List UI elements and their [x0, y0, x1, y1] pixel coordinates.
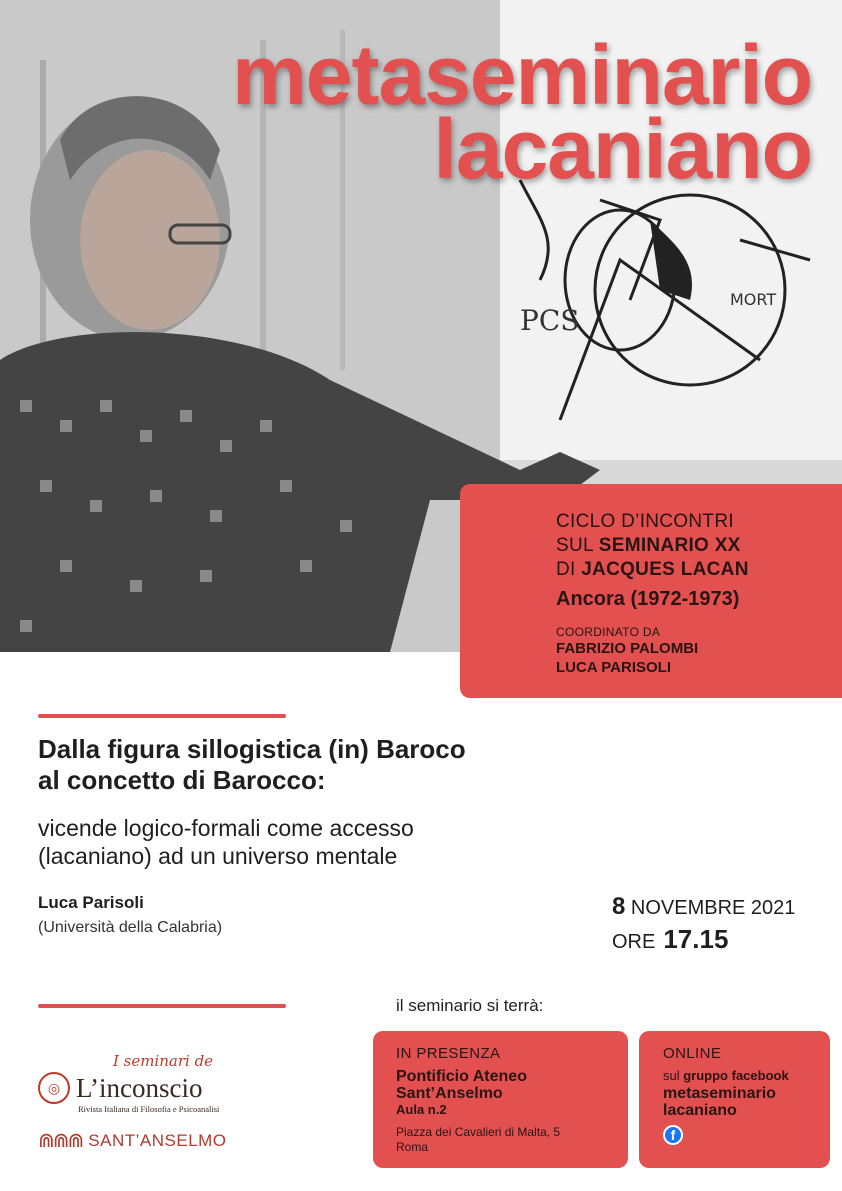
- event-time: ORE 17.15: [612, 924, 729, 954]
- series-title-line1: metaseminario: [232, 28, 812, 122]
- speaker-affiliation: (Università della Calabria): [38, 919, 223, 936]
- online-heading: ONLINE: [663, 1045, 722, 1062]
- facebook-group-link[interactable]: metaseminario lacaniano: [663, 1085, 776, 1119]
- online-card: [639, 1031, 830, 1168]
- svg-text:MORT: MORT: [730, 290, 777, 309]
- event-date: 8 NOVEMBRE 2021: [612, 893, 796, 920]
- series-title: [232, 28, 812, 196]
- linconscio-description: Rivista Italiana di Filosofia e Psicoanalisi: [78, 1104, 220, 1114]
- arches-icon: ⋒⋒⋒: [38, 1130, 83, 1152]
- santanselmo-logo: ⋒⋒⋒ SANT’ANSELMO: [38, 1130, 227, 1152]
- series-title-line2: lacaniano: [433, 102, 812, 196]
- divider-top: [38, 714, 286, 718]
- seminar-line: SUL SEMINARIO XX: [556, 535, 741, 556]
- talk-subtitle: vicende logico-formali come accesso (lacaniano) ad un universo mentale: [38, 815, 414, 869]
- logo-script: I seminari de: [112, 1052, 214, 1070]
- coordinator-1: FABRIZIO PALOMBI: [556, 640, 699, 657]
- venue-address-line2: Roma: [396, 1140, 429, 1154]
- cycle-label: CICLO D’INCONTRI: [556, 511, 734, 532]
- venue-name: Pontificio Ateneo Sant’Anselmo: [396, 1068, 527, 1102]
- coordinated-label: COORDINATO DA: [556, 625, 661, 639]
- venue-intro: il seminario si terrà:: [396, 996, 544, 1015]
- speaker-name: Luca Parisoli: [38, 893, 144, 912]
- online-prefix: sul gruppo facebook: [663, 1068, 789, 1083]
- linconscio-logo: ◎ L’inconscio: [38, 1072, 268, 1104]
- organizer-logos: [38, 1052, 268, 1153]
- coordinator-2: LUCA PARISOLI: [556, 659, 671, 676]
- author-line: DI JACQUES LACAN: [556, 559, 749, 580]
- talk-title: Dalla figura sillogistica (in) Baroco al concetto di Barocco:: [38, 734, 466, 795]
- seminar-year: Ancora (1972-1973): [556, 588, 740, 610]
- series-info-box: [460, 484, 842, 698]
- facebook-icon[interactable]: f: [663, 1125, 683, 1145]
- svg-text:PCS: PCS: [520, 304, 580, 337]
- venue-address-line1: Piazza dei Cavalieri di Malta, 5: [396, 1125, 561, 1139]
- linconscio-mark-icon: ◎: [38, 1072, 70, 1104]
- divider-bottom: [38, 1004, 286, 1008]
- venue-room: Aula n.2: [396, 1102, 447, 1117]
- in-person-heading: IN PRESENZA: [396, 1045, 501, 1062]
- in-person-card: [373, 1031, 628, 1168]
